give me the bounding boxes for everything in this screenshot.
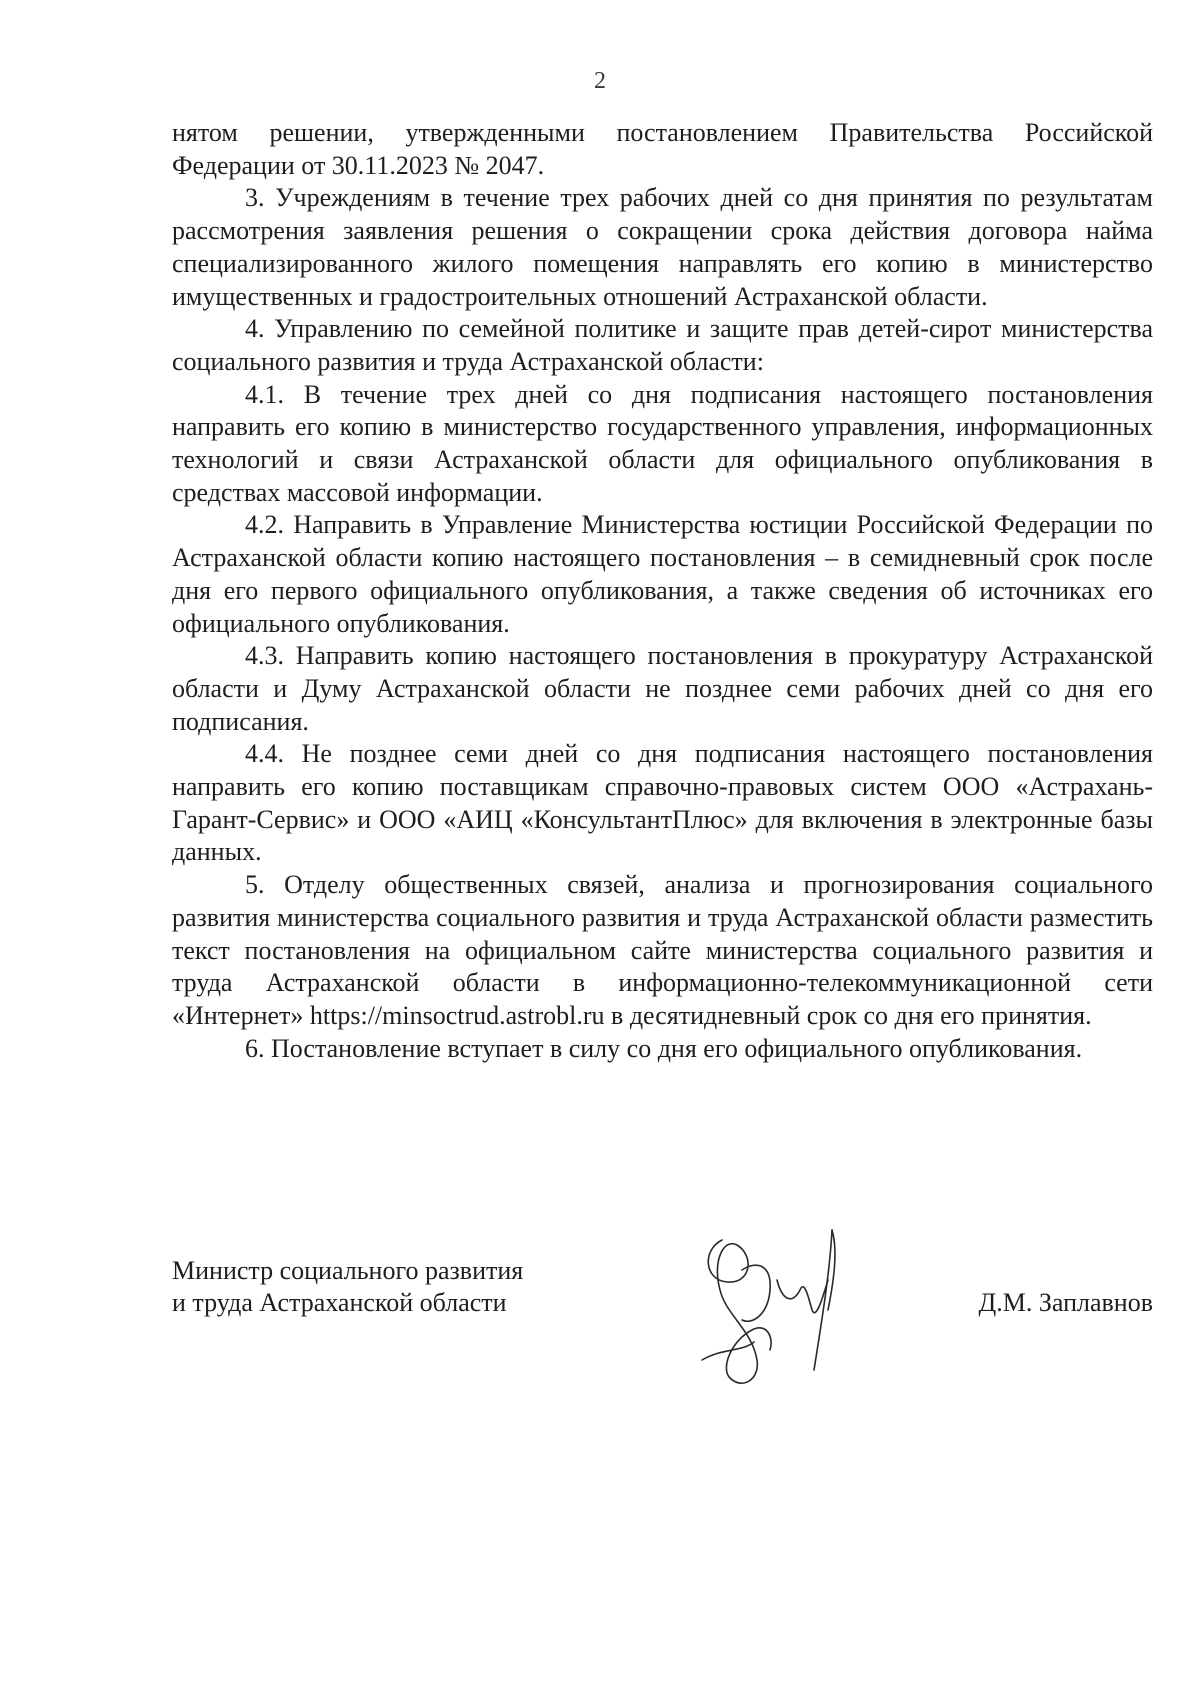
page-number: 2 [594,68,606,94]
signer-name: Д.М. Заплавнов [978,1288,1153,1317]
signature-block [172,1255,1153,1415]
paragraph-item-4: 4. Управлению по семейной политике и защите прав детей-сирот министерства социального развития и труда Астраханской области: [172,314,1153,376]
signer-position-line-2: и труда Астраханской области [172,1288,507,1317]
paragraph-item-6: 6. Постановление вступает в силу со дня его официального опубликования. [245,1033,1083,1063]
signer-position-line-1: Министр социального развития [172,1256,524,1285]
paragraph-continuation: нятом решении, утвержденными постановлением Правительства Российской Федерации от 30.11.2023 № 2047. [172,118,1153,180]
handwritten-signature [682,1220,882,1400]
paragraph-item-4-1: 4.1. В течение трех дней со дня подписания настоящего постановления направить его копию в министерство государственного управления, информационных технологий и связи Астраханской области для официального опубликования в средствах массовой информации. [172,379,1153,507]
paragraph-item-5: 5. Отделу общественных связей, анализа и прогнозирования социального развития министерства социального развития и труда Астраханской области разместить текст постановления на официальном сайте министерства социального развития и труда Астраханской области в информационно-телекоммуникационной сети «Интернет» https://minsoctrud.astrobl.ru в десятидневный срок со дня его принятия. [172,870,1153,1030]
signer-position [172,1255,523,1319]
document-body [172,117,1153,1065]
paragraph-item-3: 3. Учреждениям в течение трех рабочих дней со дня принятия по результатам рассмотрения заявления решения о сокращении срока действия договора найма специализированного жилого помещения направлять его копию в министерство имущественных и градостроительных отношений Астраханской области. [172,183,1153,311]
paragraph-item-4-3: 4.3. Направить копию настоящего постановления в прокуратуру Астраханской области и Думу Астраханской области не позднее семи рабочих дней со дня его подписания. [172,641,1153,736]
paragraph-item-4-4: 4.4. Не позднее семи дней со дня подписания настоящего постановления направить его копию поставщикам справочно-правовых систем ООО «Астрахань-Гарант-Сервис» и ООО «АИЦ «КонсультантПлюс» для включения в электронные базы данных. [172,739,1153,867]
paragraph-item-4-2: 4.2. Направить в Управление Министерства юстиции Российской Федерации по Астраханской области копию настоящего постановления – в семидневный срок после дня его первого официального опубликования, а также сведения об источниках его официального опубликования. [172,510,1153,638]
